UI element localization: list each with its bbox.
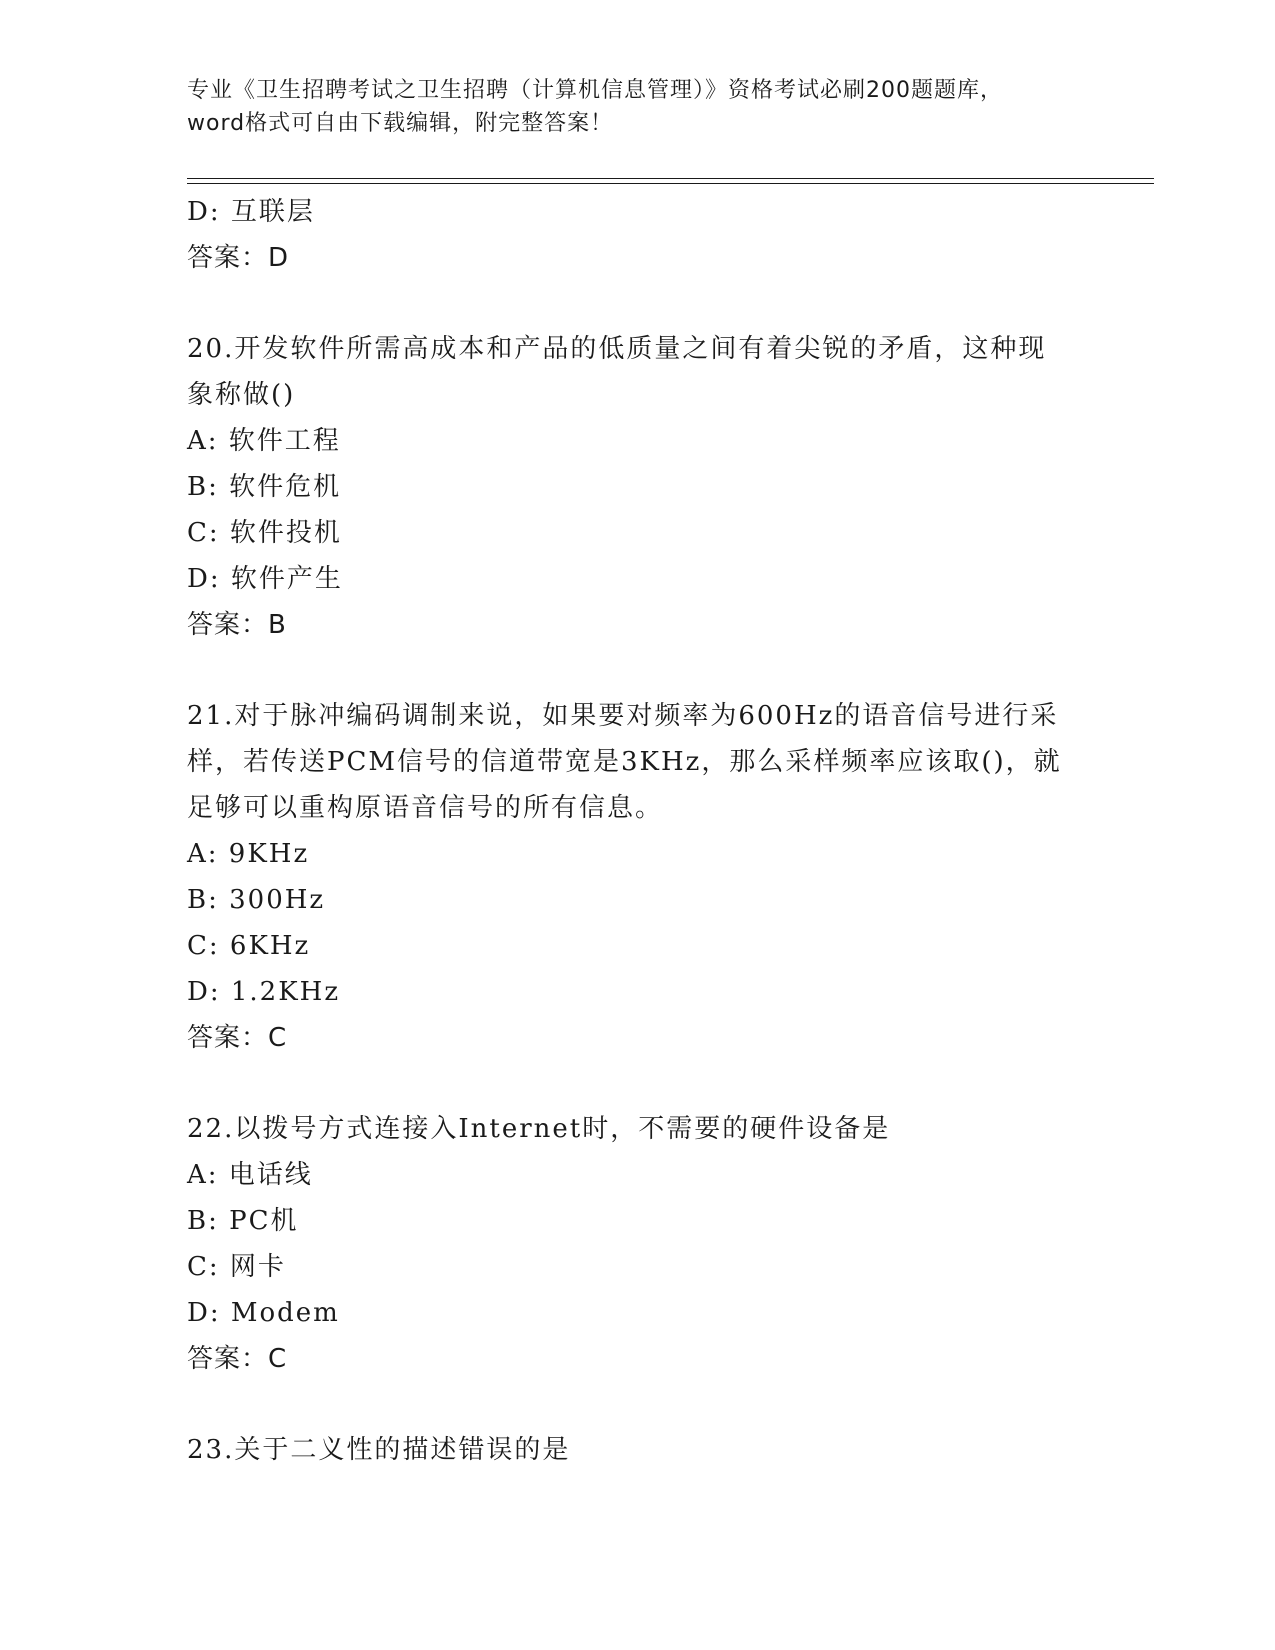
option-b: B: PC机 <box>187 1206 299 1236</box>
question-21 <box>187 693 1087 1061</box>
option-a: A: 9KHz <box>187 839 310 869</box>
header-rule-top <box>187 178 1154 179</box>
question-23 <box>187 1427 1087 1473</box>
question-text-line-1: 20.开发软件所需高成本和产品的低质量之间有着尖锐的矛盾，这种现 <box>187 334 1047 364</box>
question-text-line-2: 象称做() <box>187 380 296 410</box>
option-d: D: 1.2KHz <box>187 977 341 1007</box>
answer-line: 答案：B <box>187 610 287 640</box>
option-a: A: 软件工程 <box>187 426 341 456</box>
question-list <box>187 189 1087 1473</box>
header-title-line-1: 专业《卫生招聘考试之卫生招聘（计算机信息管理）》资格考试必刷200题题库， <box>187 78 1003 103</box>
header-rule-bottom <box>187 183 1154 184</box>
option-a: A: 电话线 <box>187 1160 313 1190</box>
answer-line: 答案：C <box>187 1344 288 1374</box>
option-d: D: Modem <box>187 1298 340 1328</box>
question-22 <box>187 1106 1087 1382</box>
option-b: B: 300Hz <box>187 885 326 915</box>
document-header <box>187 74 1087 140</box>
question-text-line-1: 23.关于二义性的描述错误的是 <box>187 1435 571 1465</box>
option-d: D: 软件产生 <box>187 564 343 594</box>
spacer <box>187 1061 1087 1106</box>
question-19-tail <box>187 189 1087 281</box>
spacer <box>187 648 1087 693</box>
answer-line: 答案：C <box>187 1023 288 1053</box>
question-20 <box>187 326 1087 648</box>
spacer <box>187 281 1087 326</box>
question-text-line-3: 足够可以重构原语音信号的所有信息。 <box>187 793 664 823</box>
option-c: C: 网卡 <box>187 1252 286 1282</box>
option-b: B: 软件危机 <box>187 472 342 502</box>
option-c: C: 软件投机 <box>187 518 342 548</box>
question-text-line-2: 样，若传送PCM信号的信道带宽是3KHz，那么采样频率应该取()，就 <box>187 747 1062 777</box>
header-title-line-2: word格式可自由下载编辑，附完整答案！ <box>187 111 614 136</box>
spacer <box>187 1382 1087 1427</box>
question-text-line-1: 22.以拨号方式连接入Internet时，不需要的硬件设备是 <box>187 1114 891 1144</box>
option-d: D: 互联层 <box>187 197 315 227</box>
option-c: C: 6KHz <box>187 931 311 961</box>
question-text-line-1: 21.对于脉冲编码调制来说，如果要对频率为600Hz的语音信号进行采 <box>187 701 1059 731</box>
answer-line: 答案：D <box>187 243 290 273</box>
